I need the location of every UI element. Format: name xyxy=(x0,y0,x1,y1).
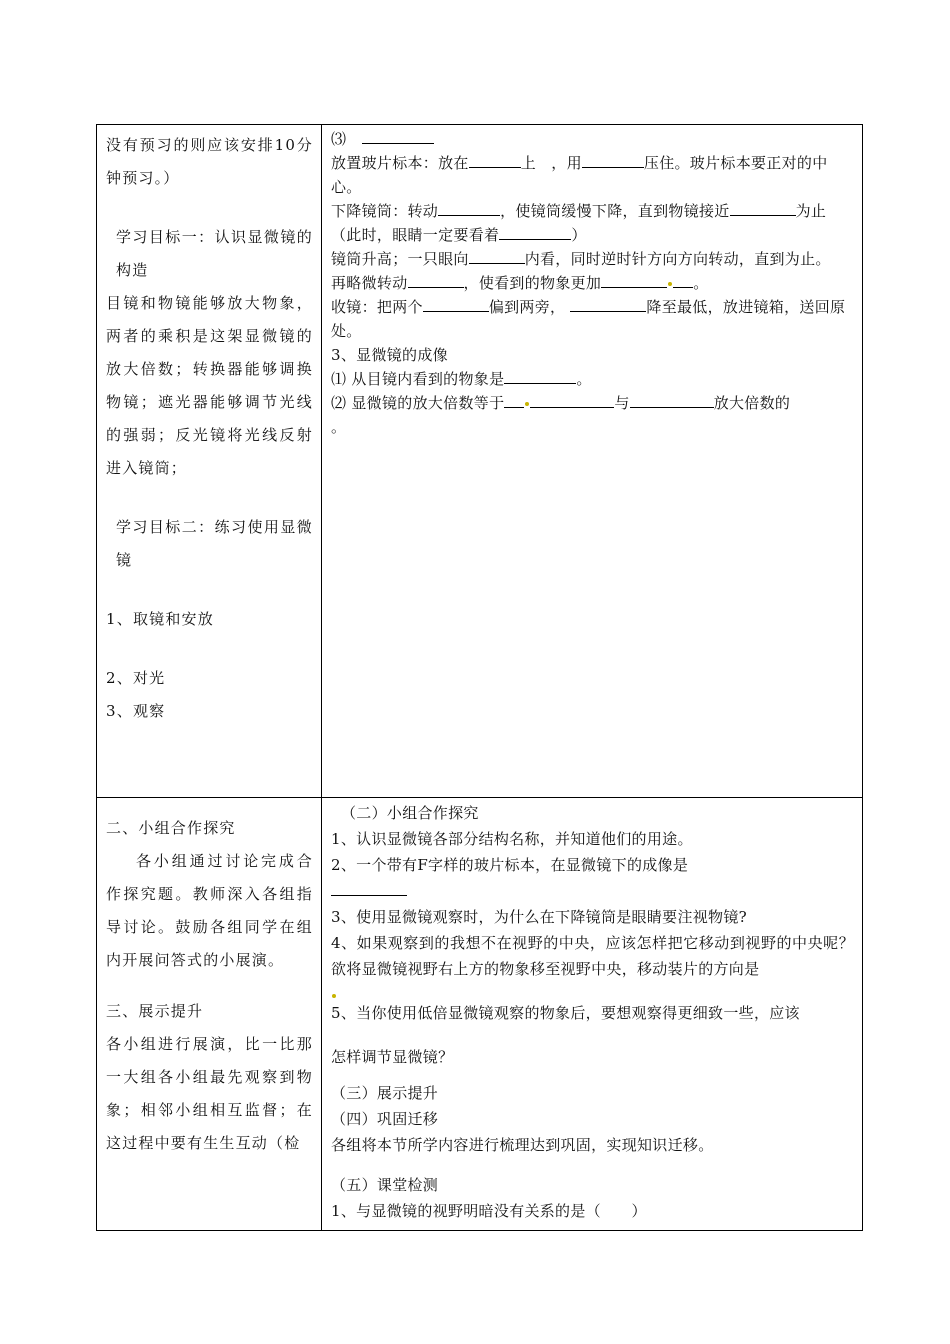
answer-blank xyxy=(570,295,646,312)
line-slide: 放置玻片标本：放在 上 ，用 压住。玻片标本要正对的中心。 xyxy=(331,151,854,199)
answer-blank xyxy=(601,271,667,288)
section3-text: 各小组进行展演，比一比那一大组各小组最先观察到物象；相邻小组相互监督；在这过程中要有生生互动（检 xyxy=(106,1035,313,1152)
line-fine-adjust: 再略微转动 ，使看到的物象更加 。 xyxy=(331,271,854,295)
answer-blank xyxy=(504,367,576,384)
line-3: ⑶ xyxy=(331,127,854,151)
test-heading: （五）课堂检测 xyxy=(331,1176,439,1194)
right-cell-bottom xyxy=(322,798,863,1231)
goal1-heading: 学习目标一：认识显微镜的构造 xyxy=(116,228,313,279)
line-store: 收镜：把两个 偏到两旁， 降至最低，放进镜箱，送回原处。 xyxy=(331,295,854,343)
answer-blank xyxy=(499,223,571,240)
answer-blank xyxy=(469,247,525,264)
table-row xyxy=(97,125,863,798)
lesson-plan-table xyxy=(96,124,863,1231)
step2-text: 2、对光 xyxy=(106,669,166,687)
group-heading: （二）小组合作探究 xyxy=(341,804,479,822)
left-cell-top xyxy=(97,125,322,798)
section2-text: 各小组通过讨论完成合作探究题。教师深入各组指导讨论。鼓励各组同学在组内开展问答式的小展演。 xyxy=(106,852,313,969)
show-heading: （三）展示提升 xyxy=(331,1084,439,1102)
answer-blank xyxy=(530,391,614,408)
goal1-text: 目镜和物镜能够放大物象，两者的乘积是这架显微镜的放大倍数；转换器能够调换物镜；遮光器能够调节光线的强弱；反光镜将光线反射进入镜筒； xyxy=(106,294,313,477)
question-3: 3、使用显微镜观察时，为什么在下降镜筒是眼睛要注视物镜? xyxy=(331,908,747,926)
answer-blank xyxy=(630,391,714,408)
question-5-cont: 怎样调节显微镜？ xyxy=(331,1048,454,1066)
question-5: 5、当你使用低倍显微镜观察的物象后，要想观察得更细致一些，应该 xyxy=(331,1004,800,1022)
section3-heading: 三、展示提升 xyxy=(106,1002,204,1020)
step3-text: 3、观察 xyxy=(106,702,166,720)
imaging-heading: 3、显微镜的成像 xyxy=(331,346,448,364)
answer-blank xyxy=(408,271,464,288)
answer-blank xyxy=(469,151,521,168)
question-2: 2、一个带有F字样的玻片标本，在显微镜下的成像是 xyxy=(331,856,689,874)
question-4: 4、如果观察到的我想不在视野的中央，应该怎样把它移动到视野的中央呢？欲将显微镜视野右上方的物象移至视野中央，移动装片的方向是 xyxy=(331,934,854,978)
answer-blank xyxy=(438,199,500,216)
answer-blank xyxy=(331,879,407,896)
consolidate-heading: （四）巩固迁移 xyxy=(331,1110,439,1128)
answer-blank xyxy=(730,199,796,216)
table-row xyxy=(97,798,863,1231)
right-cell-top xyxy=(322,125,863,798)
step1-text: 1、取镜和安放 xyxy=(106,610,214,628)
goal2-heading: 学习目标二：练习使用显微镜 xyxy=(116,518,313,569)
intro-text: 没有预习的则应该安排10分钟预习。） xyxy=(106,136,313,187)
question-1: 1、认识显微镜各部分结构名称，并知道他们的用途。 xyxy=(331,830,693,848)
consolidate-text: 各组将本节所学内容进行梳理达到巩固，实现知识迁移。 xyxy=(331,1136,714,1154)
section2-heading: 二、小组合作探究 xyxy=(106,819,236,837)
answer-blank xyxy=(362,127,434,144)
line-lower-tube: 下降镜筒：转动 ，使镜筒缓慢下降，直到物镜接近 为止（此时，眼睛一定要看着 ） xyxy=(331,199,854,247)
line-raise-tube: 镜筒升高；一只眼向 内看，同时逆时针方向方向转动，直到为止。 xyxy=(331,247,854,271)
test-question-1: 1、与显微镜的视野明暗没有关系的是（ ） xyxy=(331,1202,647,1220)
answer-blank xyxy=(582,151,644,168)
answer-blank xyxy=(423,295,489,312)
left-cell-bottom xyxy=(97,798,322,1231)
line-image: ⑴ 从目镜内看到的物象是 。 xyxy=(331,367,854,391)
line-magnification: ⑵ 显微镜的放大倍数等于 与 放大倍数的 。 xyxy=(331,391,854,439)
